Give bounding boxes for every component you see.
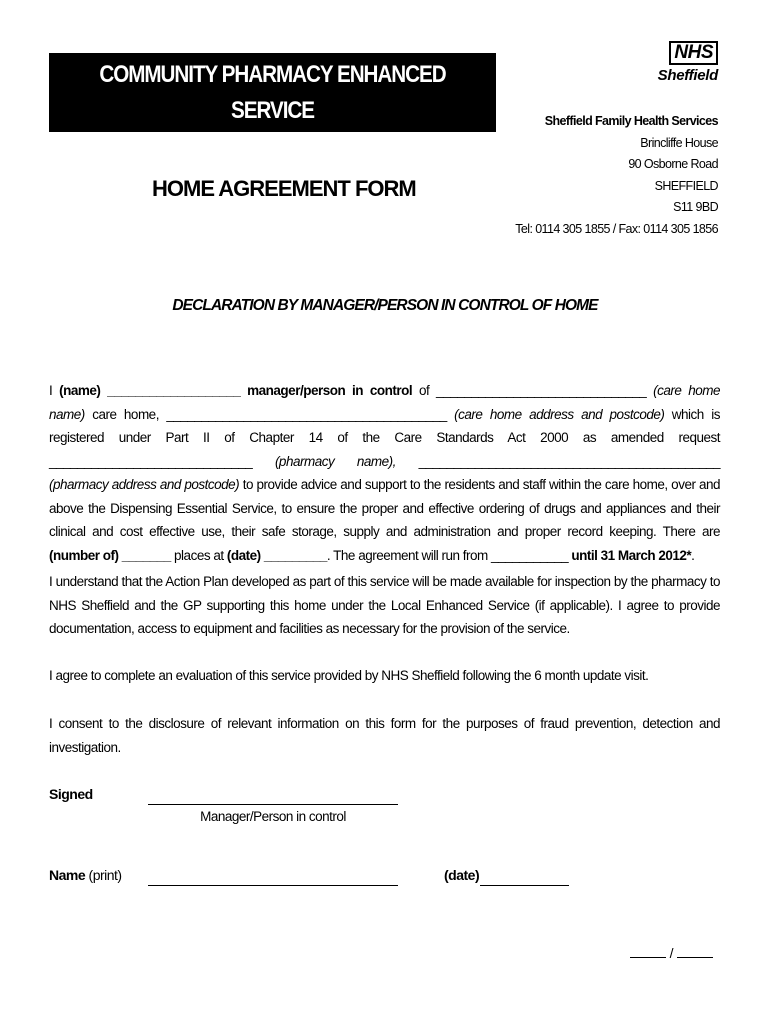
signature-field[interactable]	[148, 804, 398, 805]
pharmacy-name-field[interactable]: which is registered under Part II of Chapter 14 of the Care Standards Act 2000 as amended request _____________________________	[49, 406, 721, 469]
nhs-badge: NHS	[669, 41, 718, 65]
title-banner	[49, 53, 496, 160]
name-print-field[interactable]	[148, 885, 398, 886]
print-hint: (print)	[85, 867, 122, 883]
address-line-3: SHEFFIELD	[654, 178, 718, 193]
form-title: HOME AGREEMENT FORM	[152, 176, 416, 201]
p1-end: .	[691, 547, 695, 563]
signed-label: Signed	[49, 786, 93, 802]
care-home-name-field[interactable]: of ______________________________	[412, 383, 654, 398]
title-line-1: COMMUNITY PHARMACY ENHANCED SERVICE	[99, 61, 446, 124]
address-org: Sheffield Family Health Services	[544, 114, 718, 128]
date-field[interactable]	[480, 885, 569, 886]
title-line-2: FOR SHEFFIELD CARE HOMES	[130, 133, 415, 160]
agreement-paragraph	[49, 379, 720, 567]
date-label: (date)	[444, 867, 480, 883]
agreement-end-date: until 31 March 2012*	[571, 547, 692, 563]
consent-paragraph: I consent to the disclosure of relevant information on this form for the purposes of fraud prevention, detection and investigation.	[49, 716, 720, 755]
address-block	[515, 111, 718, 240]
name-field[interactable]: (name) ___________________ manager/person in control	[59, 383, 413, 398]
page-current-field[interactable]	[630, 943, 666, 958]
address-line-4: S11 9BD	[673, 200, 718, 214]
page-separator: /	[666, 945, 677, 961]
care-home-name-hint: (care home name)	[49, 383, 720, 422]
address-contact: Tel: 0114 305 1855 / Fax: 0114 305 1856	[515, 221, 718, 236]
p1-text: I	[49, 383, 60, 398]
declaration-heading: DECLARATION BY MANAGER/PERSON IN CONTROL OF HOME	[172, 297, 598, 314]
care-home-address-hint: (care home address and postcode)	[454, 406, 665, 422]
pharmacy-address-hint: (pharmacy address and postcode)	[49, 477, 240, 492]
address-line-1: Brincliffe House	[640, 135, 718, 150]
action-plan-paragraph: I understand that the Action Plan developed as part of this service will be made available for inspection by the pharmacy to NHS Sheffield and the GP supporting this home under the Local Enhanced Service (if applicable). I agree to provide documentation, access to equipment and facilities as necessary for the provision of the service.	[49, 574, 720, 636]
p1-body: to provide advice and support to the residents and staff within the care home, over and above the Dispensing Essential Service, to ensure the proper and effective ordering of drugs and appliances and their clinical and cost effective use, their safe storage, supply and administration and proper record keeping. There are	[49, 477, 720, 539]
agreement-start-field[interactable]: . The agreement will run from ___________	[326, 547, 572, 563]
page-total-field[interactable]	[677, 943, 713, 958]
care-home-address-field[interactable]: care home, ________________________________________	[84, 406, 455, 422]
nhs-logo-subtitle: Sheffield	[657, 67, 718, 84]
places-date-field[interactable]: (date) _________	[226, 547, 327, 563]
address-line-2: 90 Osborne Road	[628, 157, 718, 171]
page-number	[630, 943, 713, 961]
pharmacy-address-field[interactable]: ___________________________________________	[395, 453, 720, 469]
signature-caption: Manager/Person in control	[200, 809, 346, 824]
p1-places-text: places at	[170, 547, 227, 563]
number-of-places-field[interactable]: (number of) _______	[49, 547, 171, 563]
evaluation-paragraph: I agree to complete an evaluation of this service provided by NHS Sheffield following the 6 month update visit.	[49, 668, 649, 683]
pharmacy-name-hint: (pharmacy name),	[274, 453, 396, 469]
nhs-sheffield-logo	[638, 41, 718, 86]
name-print-label	[49, 867, 122, 883]
name-label: Name	[49, 867, 86, 883]
